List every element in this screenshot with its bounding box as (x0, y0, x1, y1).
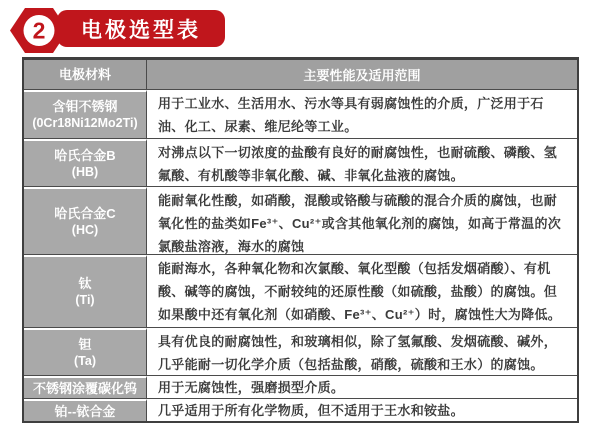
material-name: 含钼不锈钢 (52, 99, 118, 114)
material-name: 不锈钢涂覆碳化钨 (32, 380, 137, 396)
material-name: 钽 (78, 336, 92, 352)
desc-cell: 能耐海水，各种氧化物和次氯酸、氧化型酸（包括发烟硝酸）、有机酸、碱等的腐蚀，不耐较纯的还原性酸（如硫酸，盐酸）的腐蚀。但如果酸中还有氧化剂（如硝酸、Fe³⁺、Cu²⁺）时，腐蚀性大为降低。 (158, 261, 562, 322)
table-row (24, 375, 577, 398)
material-cell (24, 399, 147, 421)
table-row (24, 89, 577, 138)
table-row (24, 327, 577, 375)
desc-cell: 能耐氧化性酸，如硝酸，混酸或铬酸与硫酸的混合介质的腐蚀，也耐氧化性的盐类如Fe³⁺、Cu²⁺或含其他氧化剂的腐蚀，如高于常温的次氯酸盐溶液，海水的腐蚀 (158, 193, 562, 254)
material-name: 铂--铱合金 (54, 403, 116, 419)
header-cell-performance: 主要性能及适用范围 (147, 60, 577, 89)
page-header (0, 0, 600, 57)
table-header-row (24, 60, 577, 89)
material-code: (Ta) (74, 353, 96, 368)
material-cell (24, 328, 147, 375)
material-cell (24, 187, 147, 254)
electrode-selection-table (22, 57, 579, 423)
material-code: (0Cr18Ni12Mo2Ti) (32, 116, 138, 130)
material-name: 钛 (78, 276, 92, 291)
material-code: (HC) (71, 222, 99, 237)
desc-cell: 用于工业水、生活用水、污水等具有弱腐蚀性的介质，广泛用于石油、化工、尿素、维尼纶等工业。 (158, 96, 544, 134)
table-row (24, 186, 577, 254)
desc-cell: 对沸点以下一切浓度的盐酸有良好的耐腐蚀性，也耐硫酸、磷酸、氢氟酸、有机酸等非氧化酸、碱、非氧化盐液的腐蚀。 (158, 145, 558, 183)
desc-cell: 几乎适用于所有化学物质，但不适用于王水和铵盐。 (158, 403, 464, 418)
header-cell-material: 电极材料 (24, 60, 147, 89)
badge-number: 2 (32, 17, 46, 44)
table-row (24, 254, 577, 327)
material-cell (24, 90, 147, 138)
desc-cell: 具有优良的耐腐蚀性，和玻璃相似，除了氢氟酸、发烟硫酸、碱外，几乎能耐一切化学介质（包括盐酸，硝酸，硫酸和王水）的腐蚀。 (158, 334, 558, 372)
material-cell (24, 376, 147, 398)
table-row (24, 398, 577, 421)
material-cell (24, 255, 147, 327)
material-name: 哈氏合金B (54, 147, 116, 163)
material-code: (HB) (71, 164, 99, 179)
material-code: (Ti) (75, 293, 95, 307)
page-title: 电极选型表 (57, 10, 225, 47)
material-cell (24, 139, 147, 186)
table-row (24, 138, 577, 186)
desc-cell: 用于无腐蚀性，强磨损型介质。 (158, 380, 345, 395)
material-name: 哈氏合金C (54, 205, 116, 221)
